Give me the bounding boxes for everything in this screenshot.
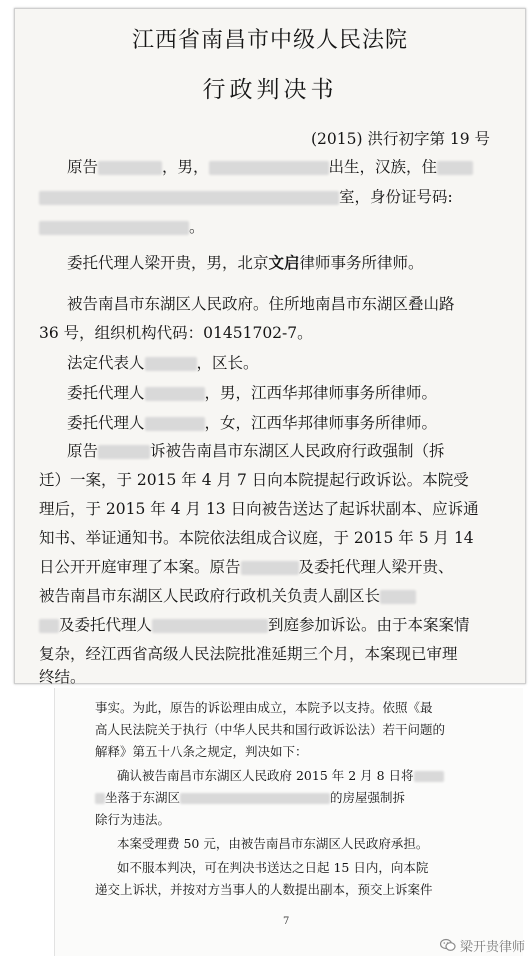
redaction [39,619,59,633]
redaction [152,619,268,633]
defendant-code-line: 36 号，组织机构代码：01451702-7。 [39,324,313,342]
redaction [241,561,299,575]
redaction [98,161,162,175]
court-name: 江西省南昌市中级人民法院 [131,28,408,53]
redaction [39,191,339,205]
fee-line: 本案受理费 50 元，由被告南昌市东湖区人民政府承担。 [117,836,429,851]
redaction [380,590,416,604]
verdict-line: 除行为违法。 [95,812,171,827]
verdict-line: 坐落于东湖区 的房屋强制拆 [95,788,405,806]
redaction [414,771,444,782]
document-title: 行政判决书 [202,77,338,103]
plaintiff-id-cont: 。 [39,215,205,237]
body-line: 迁）一案，于 2015 年 4 月 7 日向本院提起行政诉讼。本院受 [39,471,469,489]
page-number: 7 [283,916,290,927]
case-number: (2015) 洪行初字第 19 号 [311,130,491,148]
body-line: 解释》第五十八条之规定，判决如下： [95,744,308,759]
defendant-agent-1: 委托代理人 ，男，江西华邦律师事务所律师。 [67,384,438,402]
body-line: 复杂，经江西省高级人民法院批准延期三个月，本案现已审理 [39,645,458,663]
plaintiff-id-line: 室，身份证号码: [39,185,453,207]
body-line: 知书、举证通知书。本院依法组成合议庭，于 2015 年 5 月 14 [39,529,474,547]
defendant-line: 被告南昌市东湖区人民政府。住所地南昌市东湖区叠山路 [67,295,455,313]
body-line: 及委托代理人 到庭参加诉讼。由于本案案情 [39,613,470,635]
watermark [440,935,530,955]
verdict-line: 确认被告南昌市东湖区人民政府 2015 年 2 月 8 日将 [117,766,444,784]
watermark-text: 梁开贵律师 [460,939,526,955]
plaintiff-line: 原告 ，男， 出生，汉族，住 [67,155,473,177]
body-line: 理后，于 2015 年 4 月 13 日向被告送达了起诉状副本、应诉通 [39,500,479,518]
case-summary-line: 原告 诉被告南昌市东湖区人民政府行政强制（拆 [67,442,445,460]
redaction [180,793,330,804]
redaction [145,357,197,371]
redaction [437,161,473,175]
redaction [95,793,105,804]
appeal-line: 递交上诉状，并按对方当事人的人数提出副本，预交上诉案件 [95,882,433,897]
legal-rep-line: 法定代表人 ，区长。 [67,354,259,372]
redaction [145,417,205,431]
plaintiff-agent-line: 委托代理人梁开贵，男，北京文启律师事务所律师。 [67,253,424,272]
redaction [98,445,150,459]
appeal-line: 如不服本判决，可在判决书送达之日起 15 日内，向本院 [117,860,429,875]
body-line: 高人民法院关于执行（中华人民共和国行政诉讼法）若干问题的 [95,722,446,737]
redaction [145,387,205,401]
body-line: 终结。 [39,668,86,686]
body-line: 日公开开庭审理了本案。原告 及委托代理人梁开贵、 [39,558,454,576]
judgment-page-1 [14,8,526,684]
redaction [209,161,329,175]
wechat-icon [440,938,456,952]
body-line: 被告南昌市东湖区人民政府行政机关负责人副区长 [39,584,416,606]
judgment-page-2 [54,688,526,956]
body-line: 事实。为此，原告的诉讼理由成立，本院予以支持。依照《最 [95,700,433,715]
redaction [39,221,189,235]
defendant-agent-2: 委托代理人 ，女，江西华邦律师事务所律师。 [67,414,438,432]
